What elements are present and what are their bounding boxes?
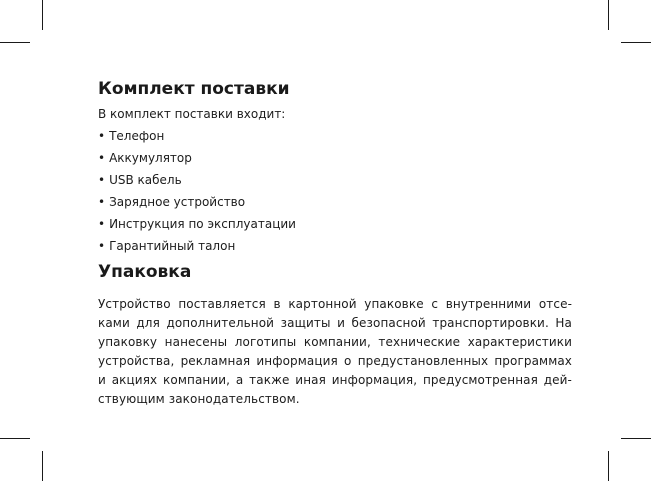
list-item-label: Гарантийный талон — [109, 239, 236, 253]
bullet-icon: • — [98, 129, 106, 143]
package-contents-heading: Комплект поставки — [98, 79, 290, 99]
packaging-paragraph: Устройство поставляется в картонной упаковке с внутренними отсе-ками для дополнительной защиты и безопасной транспортировки. На упаковку нанесены логотипы компании, технические характеристики устройства, рекламная информация о предустановленных программах и акциях компании, а также иная информация, предусмотренная дей-ствующим законодательством. — [98, 297, 572, 406]
bullet-icon: • — [98, 151, 106, 165]
list-item — [98, 128, 572, 144]
package-contents-list — [98, 128, 572, 254]
document-page — [98, 78, 572, 409]
package-contents-intro: В комплект поставки входит: — [98, 107, 286, 121]
list-item — [98, 194, 572, 210]
crop-mark-top-left-horizontal — [0, 42, 30, 43]
list-item-label: Телефон — [109, 129, 165, 143]
crop-mark-bottom-right-horizontal — [621, 438, 651, 439]
list-item — [98, 216, 572, 232]
crop-mark-bottom-left-vertical — [42, 451, 43, 481]
list-item-label: Зарядное устройство — [109, 195, 246, 209]
crop-mark-top-right-horizontal — [621, 42, 651, 43]
list-item — [98, 172, 572, 188]
list-item — [98, 150, 572, 166]
list-item-label: Инструкция по эксплуатации — [109, 217, 296, 231]
bullet-icon: • — [98, 195, 106, 209]
crop-mark-top-right-vertical — [608, 0, 609, 30]
crop-mark-bottom-right-vertical — [608, 451, 609, 481]
list-item — [98, 238, 572, 254]
bullet-icon: • — [98, 173, 106, 187]
crop-mark-bottom-left-horizontal — [0, 438, 30, 439]
bullet-icon: • — [98, 217, 106, 231]
crop-mark-top-left-vertical — [42, 0, 43, 30]
bullet-icon: • — [98, 239, 106, 253]
list-item-label: USB кабель — [109, 173, 182, 187]
list-item-label: Аккумулятор — [109, 151, 192, 165]
packaging-heading: Упаковка — [98, 262, 192, 282]
